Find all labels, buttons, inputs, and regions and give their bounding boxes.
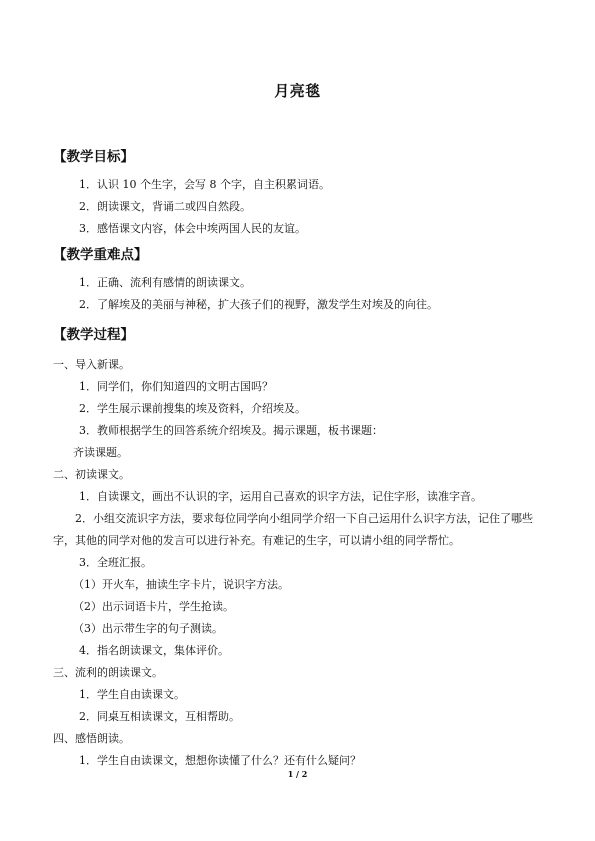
step-item: 1．同学们，你们知道四的文明古国吗？ — [79, 380, 273, 393]
step-title: 二、初读课文。 — [53, 468, 130, 481]
section-heading-goals: 【教学目标】 — [53, 149, 134, 165]
key-point-item: 1．正确、流利有感情的朗读课文。 — [79, 276, 251, 289]
document-body — [53, 146, 543, 772]
step-item: （3）出示带生字的句子测读。 — [73, 622, 223, 635]
step-item: 2．小组交流识字方法，要求每位同学向小组同学介绍一下自己运用什么识字方法，记住了哪些字，其他的同学对他的发言可以进行补充。有难记的生字，可以请小组的同学帮忙。 — [53, 512, 533, 547]
step-title: 一、导入新课。 — [53, 358, 130, 371]
step-item: 1．自读课文，画出不认识的字，运用自己喜欢的识字方法，记住字形，读准字音。 — [79, 490, 482, 503]
step-item: 1．学生自由读课文，想想你读懂了什么？还有什么疑问？ — [79, 754, 361, 767]
step-item: 4．指名朗读课文，集体评价。 — [79, 644, 229, 657]
step-item: 2．学生展示课前搜集的埃及资料，介绍埃及。 — [79, 402, 306, 415]
step-title: 三、流利的朗读课文。 — [53, 666, 163, 679]
step-title: 四、感悟朗读。 — [53, 732, 130, 745]
goals-list — [53, 174, 543, 240]
key-points-list — [53, 272, 543, 316]
section-heading-key-points: 【教学重难点】 — [53, 247, 148, 263]
process-list — [53, 354, 543, 772]
step-item: 1．学生自由读课文。 — [79, 688, 185, 701]
goal-item: 1．认识 10 个生字，会写 8 个字，自主积累词语。 — [79, 178, 330, 191]
step-item: （1）开火车，抽读生字卡片，说识字方法。 — [73, 578, 289, 591]
step-item: 3．全班汇报。 — [79, 556, 152, 569]
step-item: （2）出示词语卡片，学生抢读。 — [73, 600, 234, 613]
step-item: 3．教师根据学生的回答系统介绍埃及。揭示课题，板书课题： — [79, 424, 383, 437]
page-number: 1 / 2 — [287, 769, 308, 779]
goal-item: 3．感悟课文内容，体会中埃两国人民的友谊。 — [79, 222, 306, 235]
section-heading-process: 【教学过程】 — [53, 327, 134, 343]
key-point-item: 2．了解埃及的美丽与神秘，扩大孩子们的视野，激发学生对埃及的向往。 — [79, 298, 438, 311]
step-item: 2．同桌互相读课文，互相帮助。 — [79, 710, 240, 723]
page-title: 月亮毯 — [274, 82, 321, 100]
step-item: 齐读课题。 — [73, 446, 128, 459]
goal-item: 2．朗读课文，背诵二或四自然段。 — [79, 200, 251, 213]
